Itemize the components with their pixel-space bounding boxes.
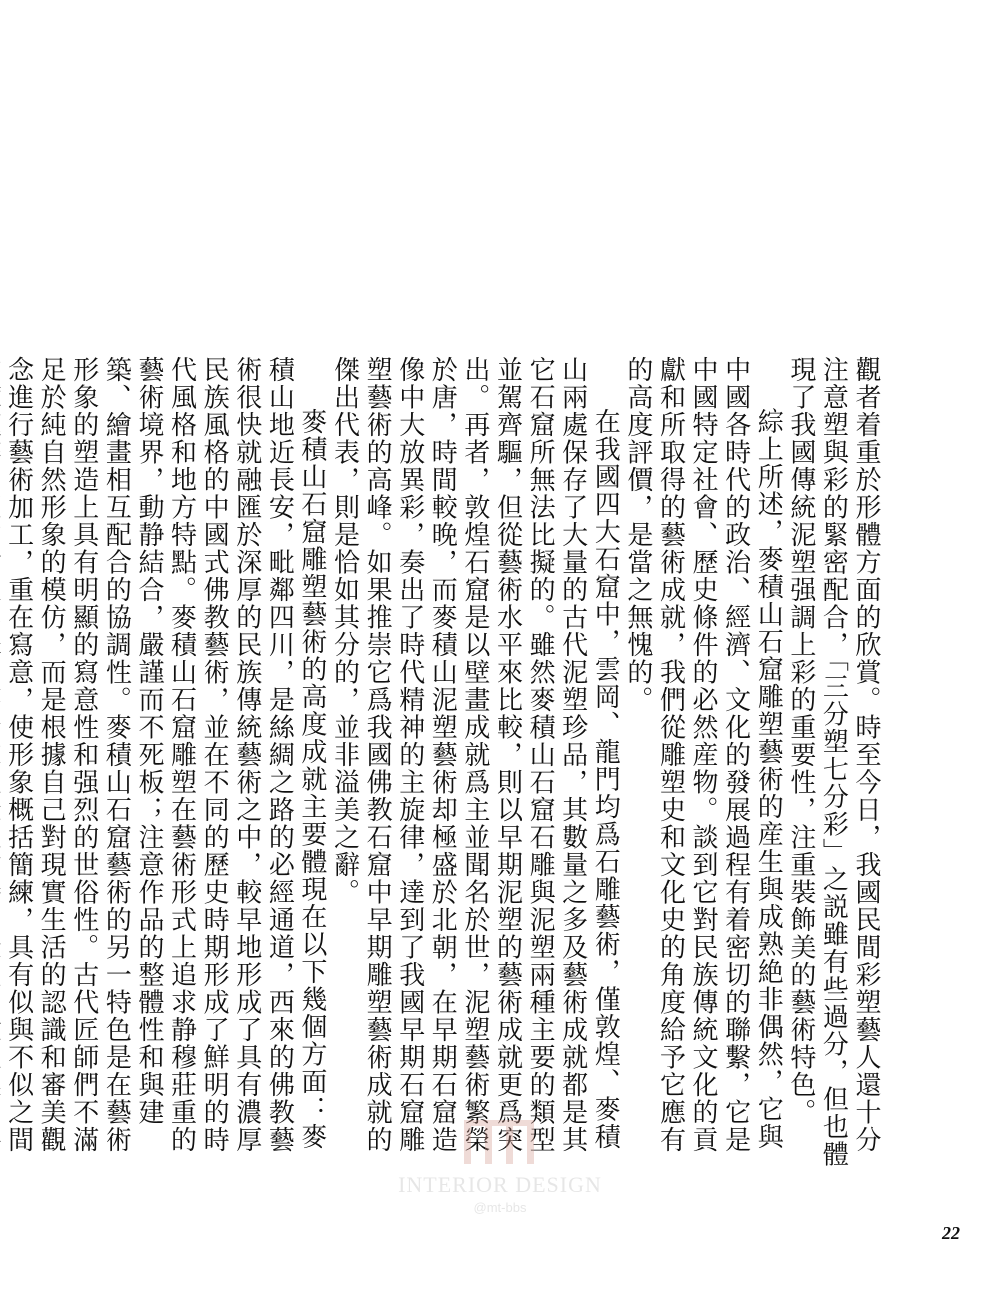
watermark-subtitle: @mt-bbs [473, 1200, 527, 1215]
paragraph-continuation: 觀者着重於形體方面的欣賞。時至今日，我國民間彩塑藝人還十分注意塑與彩的緊密配合，「三分塑七分彩」之説雖有些過分，但也體現了我國傳統泥塑强調上彩的重要性，注重裝飾美的藝術特色。 [785, 356, 881, 1168]
page-number: 22 [942, 1223, 960, 1243]
paragraph-four-grottoes: 在我國四大石窟中，雲岡、龍門均爲石雕藝術，僅敦煌、麥積山兩處保存了大量的古代泥塑珍品，其數量之多及藝術成就都是其它石窟所無法比擬的。雖然麥積山石窟石雕與泥塑兩種主要的類型並駕齊驅，但從藝術水平來比較，則以早期泥塑的藝術成就更爲突出。再者，敦煌石窟是以壁畫成就爲主並聞名於世，泥塑藝術繁榮於唐，時間較晚，而麥積山泥塑藝術却極盛於北朝，在早期石窟造像中大放異彩，奏出了時代精神的主旋律，達到了我國早期石窟雕塑藝術的高峰。如果推崇它爲我國佛教石窟中早期雕塑藝術成就的傑出代表，則是恰如其分的，並非溢美之辭。 [329, 356, 621, 1154]
vertical-text-body [3, 356, 882, 1171]
watermark-title: INTERIOR DESIGN [398, 1172, 602, 1197]
paragraph-summary: 綜上所述，麥積山石窟雕塑藝術的産生與成熟絶非偶然，它與中國各時代的政治、經濟、文化的發展過程有着密切的聯繫，它是中國特定社會、歷史條件的必然産物。談到它對民族傳統文化的貢獻和所取得的藝術成就，我們從雕塑史和文化史的角度給予它應有的高度評價，是當之無愧的。 [622, 356, 784, 1154]
paragraph-achievements: 麥積山石窟雕塑藝術的高度成就主要體現在以下幾個方面：麥積山地近長安，毗鄰四川，是絲綢之路的必經通道，西來的佛教藝術很快就融匯於深厚的民族傳統藝術之中，較早地形成了具有濃厚民族風格的中國式佛教藝術，並在不同的歷史時期形成了鮮明的時代風格和地方特點。麥積山石窟雕塑在藝術形式上追求静穆莊重的藝術境界，動静結合，嚴謹而不死板；注意作品的整體性和與建築、繪畫相互配合的協調性。麥積山石窟藝術的另一特色是在藝術形象的塑造上具有明顯的寫意性和强烈的世俗性。古代匠師們不滿足於純自然形象的模仿，而是根據自己對現實生活的認識和審美觀念進行藝術加工，重在寫意，使形象概括簡練，具有似與不似之間 [3, 356, 327, 1154]
